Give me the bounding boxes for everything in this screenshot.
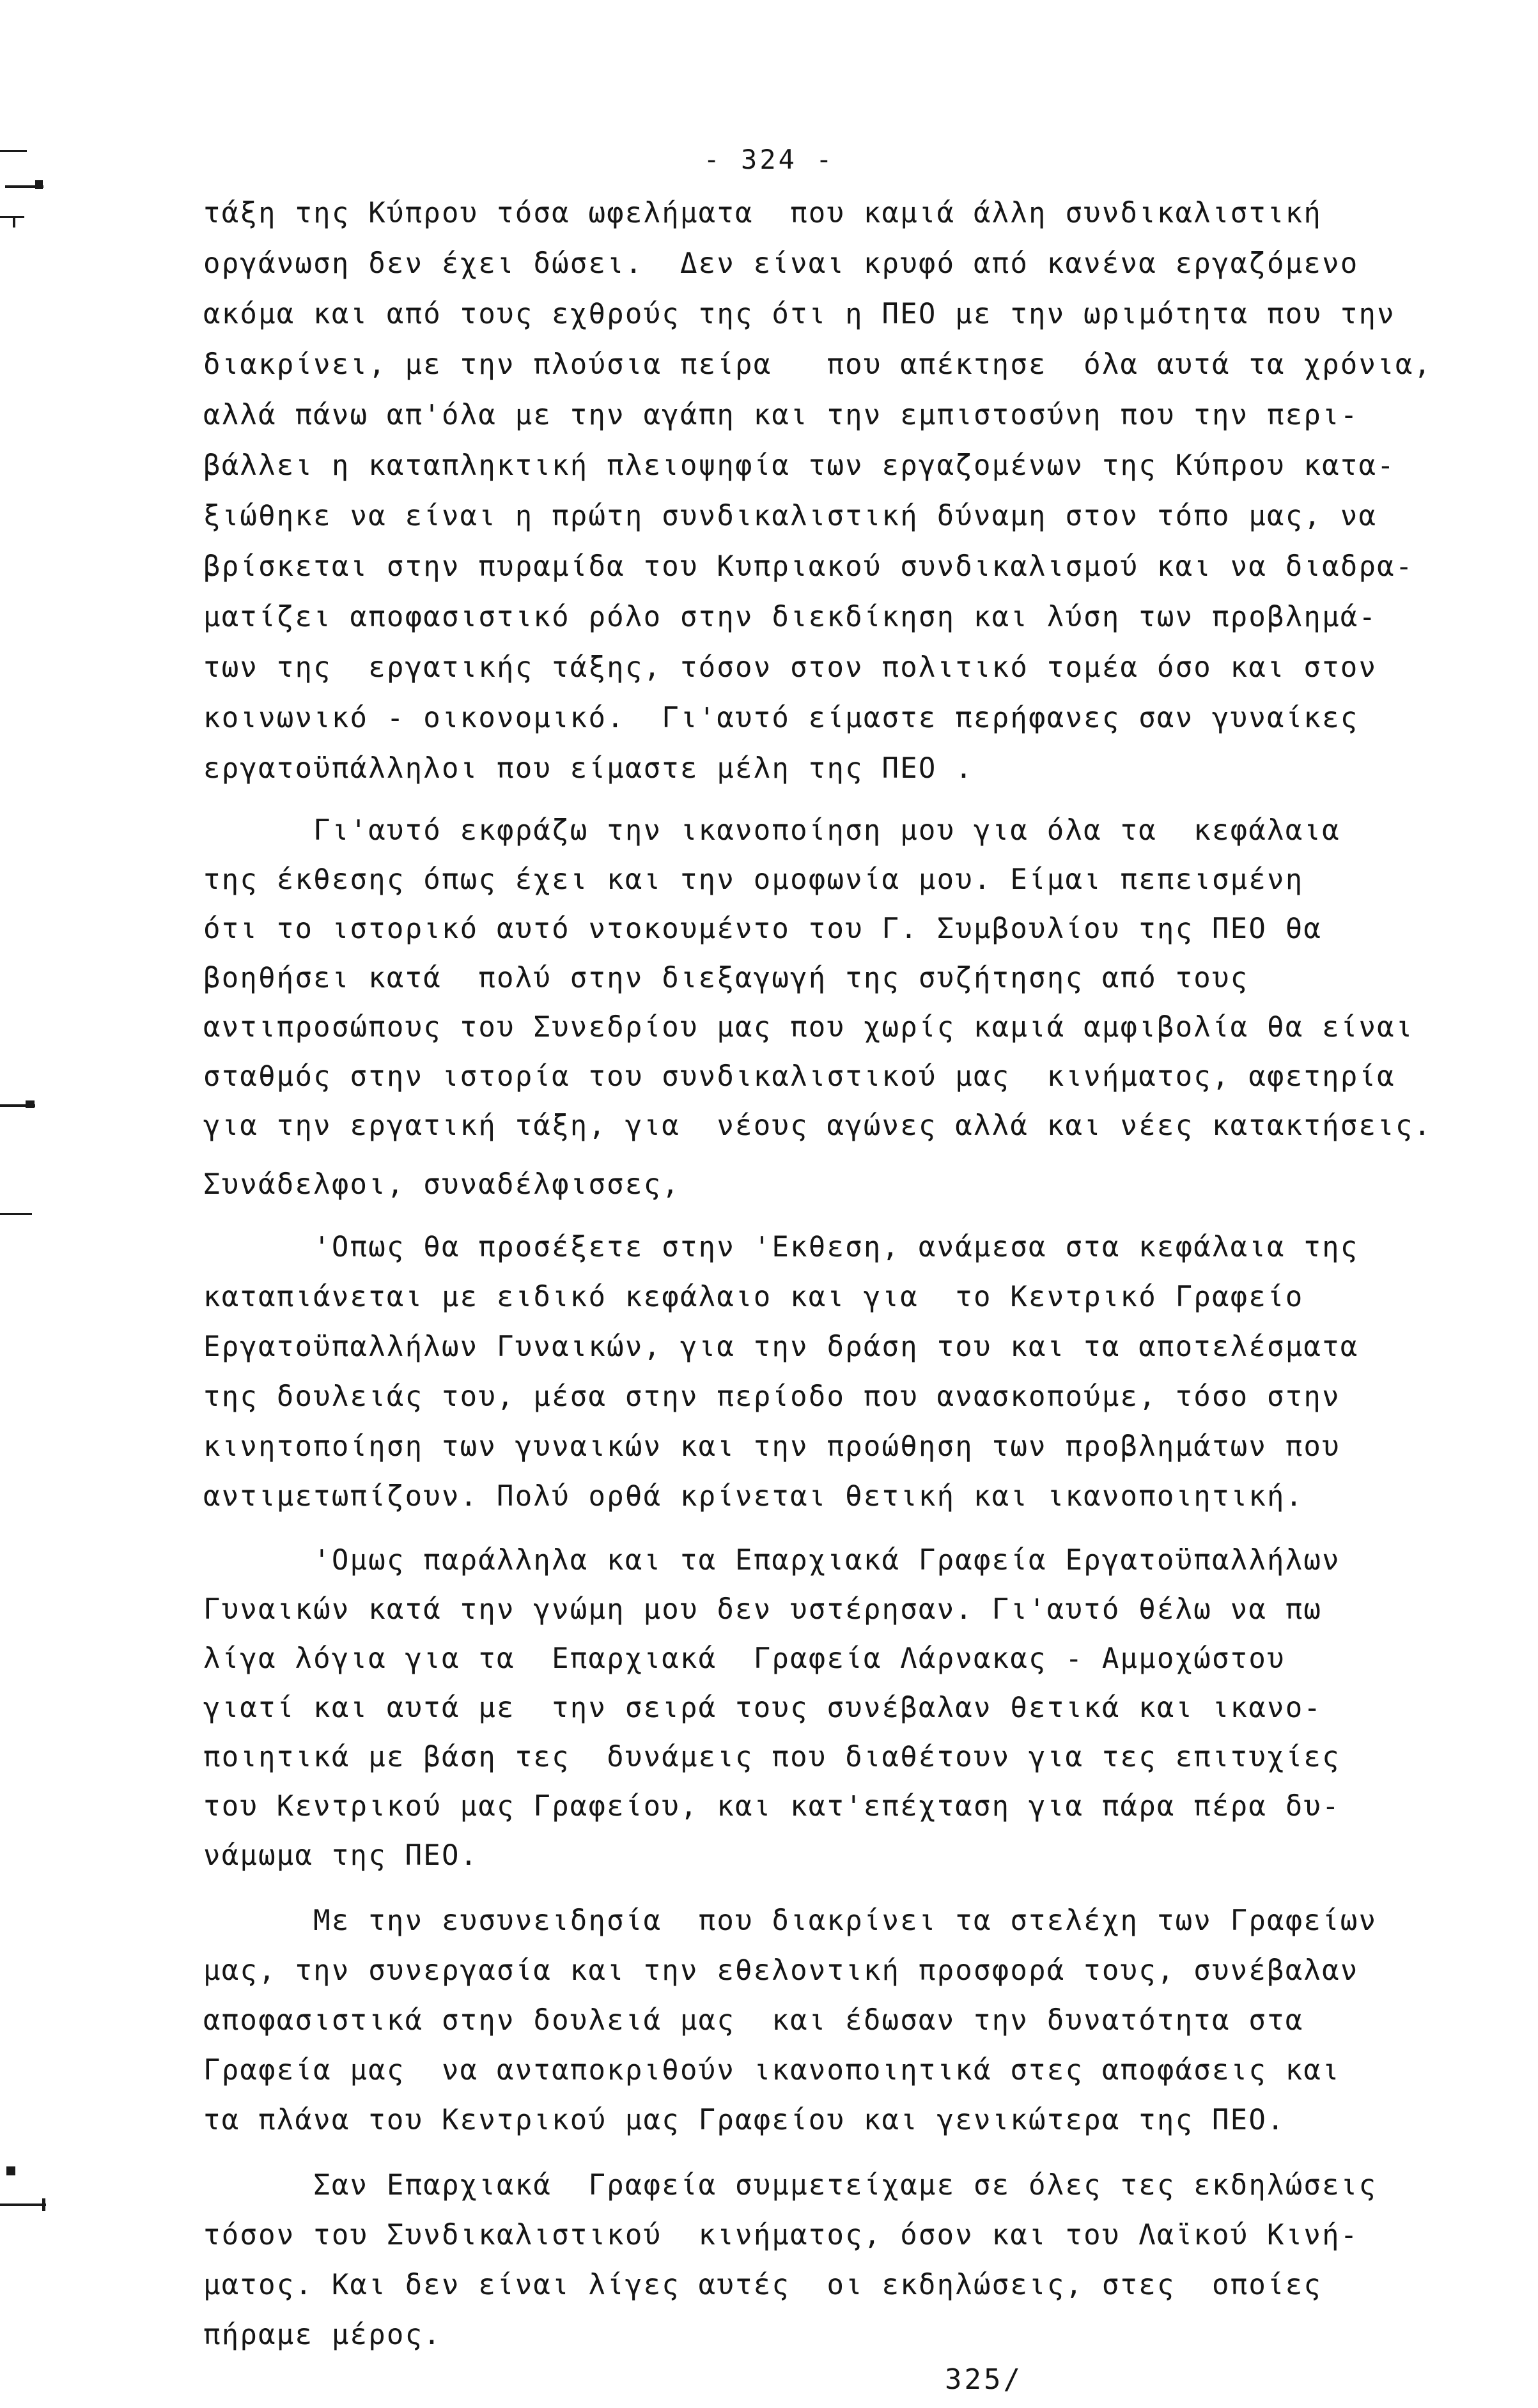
text-line: αποφασιστικά στην δουλειά μας και έδωσαν την δυνατότητα στα (203, 2004, 1304, 2037)
text-line: Γυναικών κατά την γνώμη μου δεν υστέρησαν. Γι'αυτό θέλω να πω (203, 1593, 1323, 1626)
margin-mark (0, 216, 24, 218)
margin-mark (6, 2166, 15, 2175)
text-line: εργατοϋπάλληλοι που είμαστε μέλη της ΠΕΟ . (203, 752, 974, 785)
text-line: ματος. Και δεν είναι λίγες αυτές οι εκδηλώσεις, στες οποίες (203, 2269, 1323, 2301)
text-line: Γι'αυτό εκφράζω την ικανοποίηση μου για όλα τα κεφάλαια (203, 814, 1340, 847)
page-number: - 324 - (703, 144, 835, 175)
text-line: 'Οπως θα προσέξετε στην 'Εκθεση, ανάμεσα στα κεφάλαια της (203, 1231, 1359, 1263)
text-line: βάλλει η καταπληκτική πλειοψηφία των εργαζομένων της Κύπρου κατα- (203, 449, 1395, 482)
text-line: οργάνωση δεν έχει δώσει. Δεν είναι κρυφό από κανένα εργαζόμενο (203, 247, 1359, 280)
text-line: βοηθήσει κατά πολύ στην διεξαγωγή της συζήτησης από τους (203, 962, 1249, 994)
text-line: νάμωμα της ΠΕΟ. (203, 1839, 479, 1872)
text-line: καταπιάνεται με ειδικό κεφάλαιο και για το Κεντρικό Γραφείο (203, 1281, 1304, 1313)
text-line: τα πλάνα του Κεντρικού μας Γραφείου και γενικώτερα της ΠΕΟ. (203, 2104, 1286, 2136)
salutation-line: Συνάδελφοι, συναδέλφισσες, (203, 1168, 680, 1201)
text-line: Γραφεία μας να ανταποκριθούν ικανοποιητικά στες αποφάσεις και (203, 2054, 1340, 2087)
text-line: πήραμε μέρος. (203, 2319, 442, 2351)
text-line: Με την ευσυνειδησία που διακρίνει τα στελέχη των Γραφείων (203, 1904, 1378, 1937)
text-line: ποιητικά με βάση τες δυνάμεις που διαθέτουν για τες επιτυχίες (203, 1741, 1340, 1773)
text-line: τόσον του Συνδικαλιστικού κινήματος, όσον και του Λαϊκού Κινή- (203, 2219, 1359, 2251)
text-line: ματίζει αποφασιστικό ρόλο στην διεκδίκηση και λύση των προβλημά- (203, 601, 1378, 633)
text-line: 'Ομως παράλληλα και τα Επαρχιακά Γραφεία Εργατοϋπαλλήλων (203, 1544, 1340, 1577)
text-line: τάξη της Κύπρου τόσα ωφελήματα που καμιά άλλη συνδικαλιστική (203, 197, 1323, 229)
text-line: αντιπροσώπους του Συνεδρίου μας που χωρίς καμιά αμφιβολία θα είναι (203, 1011, 1414, 1044)
text-line: για την εργατική τάξη, για νέους αγώνες αλλά και νέες κατακτήσεις. (203, 1109, 1433, 1142)
text-line: ακόμα και από τους εχθρούς της ότι η ΠΕΟ με την ωριμότητα που την (203, 298, 1395, 330)
margin-mark (0, 1213, 32, 1215)
text-line: του Κεντρικού μας Γραφείου, και κατ'επέχταση για πάρα πέρα δυ- (203, 1790, 1340, 1823)
text-line: διακρίνει, με την πλούσια πείρα που απέκτησε όλα αυτά τα χρόνια, (203, 348, 1433, 381)
text-line: γιατί και αυτά με την σειρά τους συνέβαλαν θετικά και ικανο- (203, 1692, 1323, 1724)
margin-mark (26, 1100, 35, 1108)
text-line: της δουλειάς του, μέσα στην περίοδο που ανασκοπούμε, τόσο στην (203, 1380, 1340, 1413)
text-line: βρίσκεται στην πυραμίδα του Κυπριακού συνδικαλισμού και να διαδρα- (203, 550, 1414, 583)
margin-mark (42, 2198, 45, 2211)
text-line: αλλά πάνω απ'όλα με την αγάπη και την εμπιστοσύνη που την περι- (203, 399, 1359, 431)
margin-mark (13, 216, 15, 228)
text-line: της έκθεσης όπως έχει και την ομοφωνία μου. Είμαι πεπεισμένη (203, 863, 1304, 896)
next-page-reference: 325/ (945, 2363, 1023, 2396)
text-line: λίγα λόγια για τα Επαρχιακά Γραφεία Λάρνακας - Αμμοχώστου (203, 1642, 1286, 1675)
text-line: ξιώθηκε να είναι η πρώτη συνδικαλιστική δύναμη στον τόπο μας, να (203, 500, 1378, 532)
text-line: Σαν Επαρχιακά Γραφεία συμμετείχαμε σε όλες τες εκδηλώσεις (203, 2169, 1378, 2202)
text-line: των της εργατικής τάξης, τόσον στον πολιτικό τομέα όσο και στον (203, 651, 1378, 684)
margin-mark (35, 180, 43, 189)
text-line: κινητοποίηση των γυναικών και την προώθηση των προβλημάτων που (203, 1430, 1340, 1463)
text-line: Εργατοϋπαλλήλων Γυναικών, για την δράση του και τα αποτελέσματα (203, 1331, 1359, 1363)
text-line: αντιμετωπίζουν. Πολύ ορθά κρίνεται θετική και ικανοποιητική. (203, 1480, 1304, 1513)
text-line: ότι το ιστορικό αυτό ντοκουμέντο του Γ. Συμβουλίου της ΠΕΟ θα (203, 913, 1323, 945)
text-line: σταθμός στην ιστορία του συνδικαλιστικού μας κινήματος, αφετηρία (203, 1060, 1395, 1093)
text-line: κοινωνικό - οικονομικό. Γι'αυτό είμαστε περήφανες σαν γυναίκες (203, 702, 1359, 734)
margin-mark (0, 2203, 46, 2206)
text-line: μας, την συνεργασία και την εθελοντική προσφορά τους, συνέβαλαν (203, 1954, 1359, 1987)
body-text (203, 0, 1495, 2351)
